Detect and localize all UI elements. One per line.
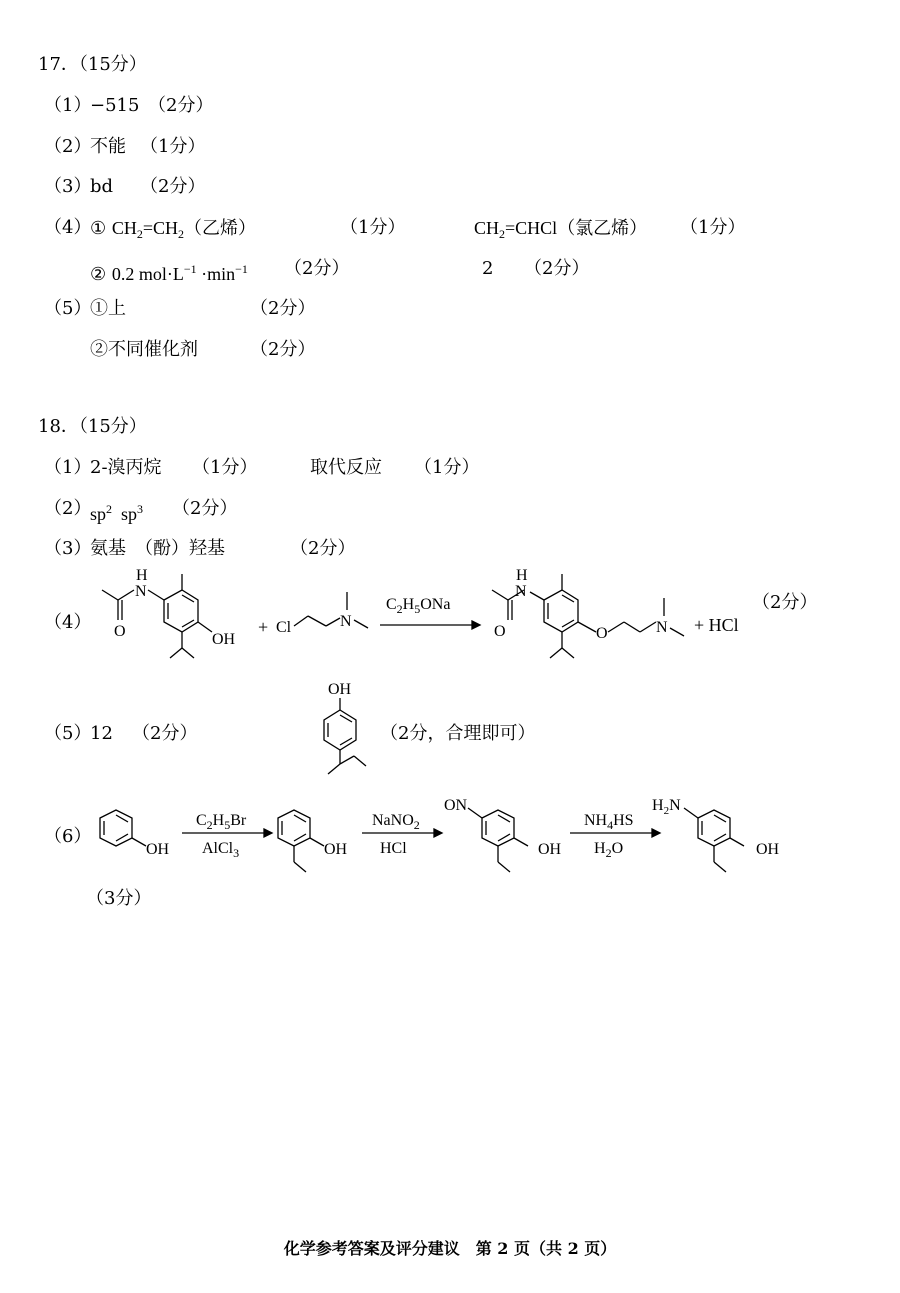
q18-4-label: （4） (44, 612, 92, 633)
q18-6-phenol-structure (94, 806, 184, 866)
q17-3-label: （3） (44, 176, 92, 197)
q18-3-score: （2分） (290, 538, 356, 559)
q18-6-aminophenol-structure (652, 794, 792, 894)
q17-5-b: ②不同催化剂 (90, 339, 198, 360)
q17-1-answer: −515 (90, 95, 140, 116)
q17-2-label: （2） (44, 136, 92, 157)
q18-4-plus: + (258, 617, 269, 637)
q18-4-atom-n2: N (340, 613, 352, 630)
q17-4-b (474, 217, 647, 245)
q18-4-product-atom-h: H (516, 567, 528, 584)
q17-5-label: （5） (44, 298, 92, 319)
q18-heading: 18．（15分） (38, 416, 147, 437)
q18-6-reagent-2-top: NaNO$_2$ (372, 812, 420, 832)
q18-6-reagent-3-bottom: $H_2O$ (594, 840, 624, 860)
q17-4-c (90, 258, 248, 286)
q18-6-aminophenol-h2n: $H_2N$ (652, 797, 681, 817)
q18-4-product-atom-n: N (515, 583, 527, 600)
q17-3-score: （2分） (140, 176, 206, 197)
page-footer: 化学参考答案及评分建议 第 2 页（共 2 页） (283, 1239, 617, 1258)
q17-4-a-name: （乙烯） (184, 218, 257, 239)
q18-4-product-atom-n2: N (656, 619, 668, 636)
q18-6-aminophenol-oh: OH (756, 841, 780, 858)
q18-5-score2: （2分，合理即可） (380, 723, 536, 744)
q18-4-plus-hcl: + HCl (694, 615, 739, 635)
q17-5-b-score: （2分） (250, 339, 316, 360)
q17-5-a-score: （2分） (250, 298, 316, 319)
q18-4-reactant-chloroamine-structure (272, 588, 382, 648)
q17-4-a-score: （1分） (340, 217, 406, 238)
q17-4-a (90, 217, 256, 245)
q18-4-product-atom-o2: O (596, 625, 608, 642)
q17-3-answer: bd (90, 176, 114, 197)
q18-5-atom-oh: OH (328, 681, 352, 698)
q17-4-c-score: （2分） (284, 258, 350, 279)
q18-6-reagent-3-top: $NH_4HS$ (584, 812, 634, 832)
q18-3-answer: 氨基 （酚）羟基 (90, 538, 225, 559)
q18-6-reagent-1-bottom: AlCl$_3$ (202, 840, 240, 860)
q18-5-structure (316, 678, 386, 778)
q18-4-product-structure (488, 567, 698, 670)
q18-4-atom-h: H (136, 567, 148, 584)
q17-4-b-formula: $CH_2=CHCl$ (474, 218, 558, 241)
q18-4-reagent: $C_2H_5ONa$ (386, 596, 451, 616)
q17-5-a: ①上 (90, 298, 126, 319)
q18-2-label: （2） (44, 498, 92, 519)
q18-6-nitroso-structure (444, 794, 574, 894)
q18-5-label: （5） (44, 723, 92, 744)
q17-4-label: （4） (44, 217, 92, 238)
q17-1-score: （2分） (148, 95, 214, 116)
q18-4-atom-cl: Cl (276, 619, 292, 636)
q18-6-nitroso-on: ON (444, 797, 468, 814)
q18-4-product-atom-o: O (494, 623, 506, 640)
q18-1-score: （1分） (192, 457, 258, 478)
q17-1-label: （1） (44, 95, 92, 116)
q18-6-phenol-oh: OH (146, 841, 170, 858)
q17-4-a-marker: ① (90, 218, 107, 239)
q17-4-c-marker: ② (90, 264, 107, 285)
q18-4-atom-o: O (114, 623, 126, 640)
q18-6-reagent-1-top: $C_2H_5Br$ (196, 812, 247, 832)
q18-6-label: （6） (44, 826, 92, 847)
q18-1-label: （1） (44, 457, 92, 478)
q18-2-score: （2分） (172, 498, 238, 519)
q18-1-answer2: 取代反应 (310, 457, 382, 478)
q17-4-b-score: （1分） (680, 217, 746, 238)
q18-4-reactant-acetaminophen-structure (98, 567, 258, 670)
q18-6-score: （3分） (86, 888, 152, 909)
q17-4-d-score: （2分） (524, 258, 590, 279)
q18-4-atom-oh: OH (212, 631, 236, 648)
q18-5-score: （2分） (132, 723, 198, 744)
q17-4-c-value: 0.2 $mol\cdot L^{-1} \cdot\min^{-1}$ (111, 262, 248, 284)
q18-1-answer: 2-溴丙烷 (90, 457, 162, 478)
q17-2-score: （1分） (140, 136, 206, 157)
q18-6-nitroso-oh: OH (538, 841, 562, 858)
q18-1-score2: （1分） (414, 457, 480, 478)
q18-5-answer: 12 (90, 723, 113, 744)
q18-4-atom-n: N (135, 583, 147, 600)
q18-3-label: （3） (44, 538, 92, 559)
q17-heading: 17．（15分） (38, 54, 147, 75)
q18-6-ethylphenol-oh: OH (324, 841, 348, 858)
q18-4-score: （2分） (752, 592, 818, 613)
q18-2-answer: $sp^2$ $sp^3$ (90, 502, 144, 524)
q17-4-a-formula: $CH_2=CH_2$ (111, 218, 185, 241)
q18-6-ethylphenol-structure (272, 806, 362, 886)
q17-4-b-name: （氯乙烯） (557, 218, 648, 239)
q17-2-answer: 不能 (90, 136, 126, 157)
q17-4-d-value: 2 (482, 258, 494, 279)
q18-6-reagent-2-bottom: HCl (380, 840, 407, 857)
